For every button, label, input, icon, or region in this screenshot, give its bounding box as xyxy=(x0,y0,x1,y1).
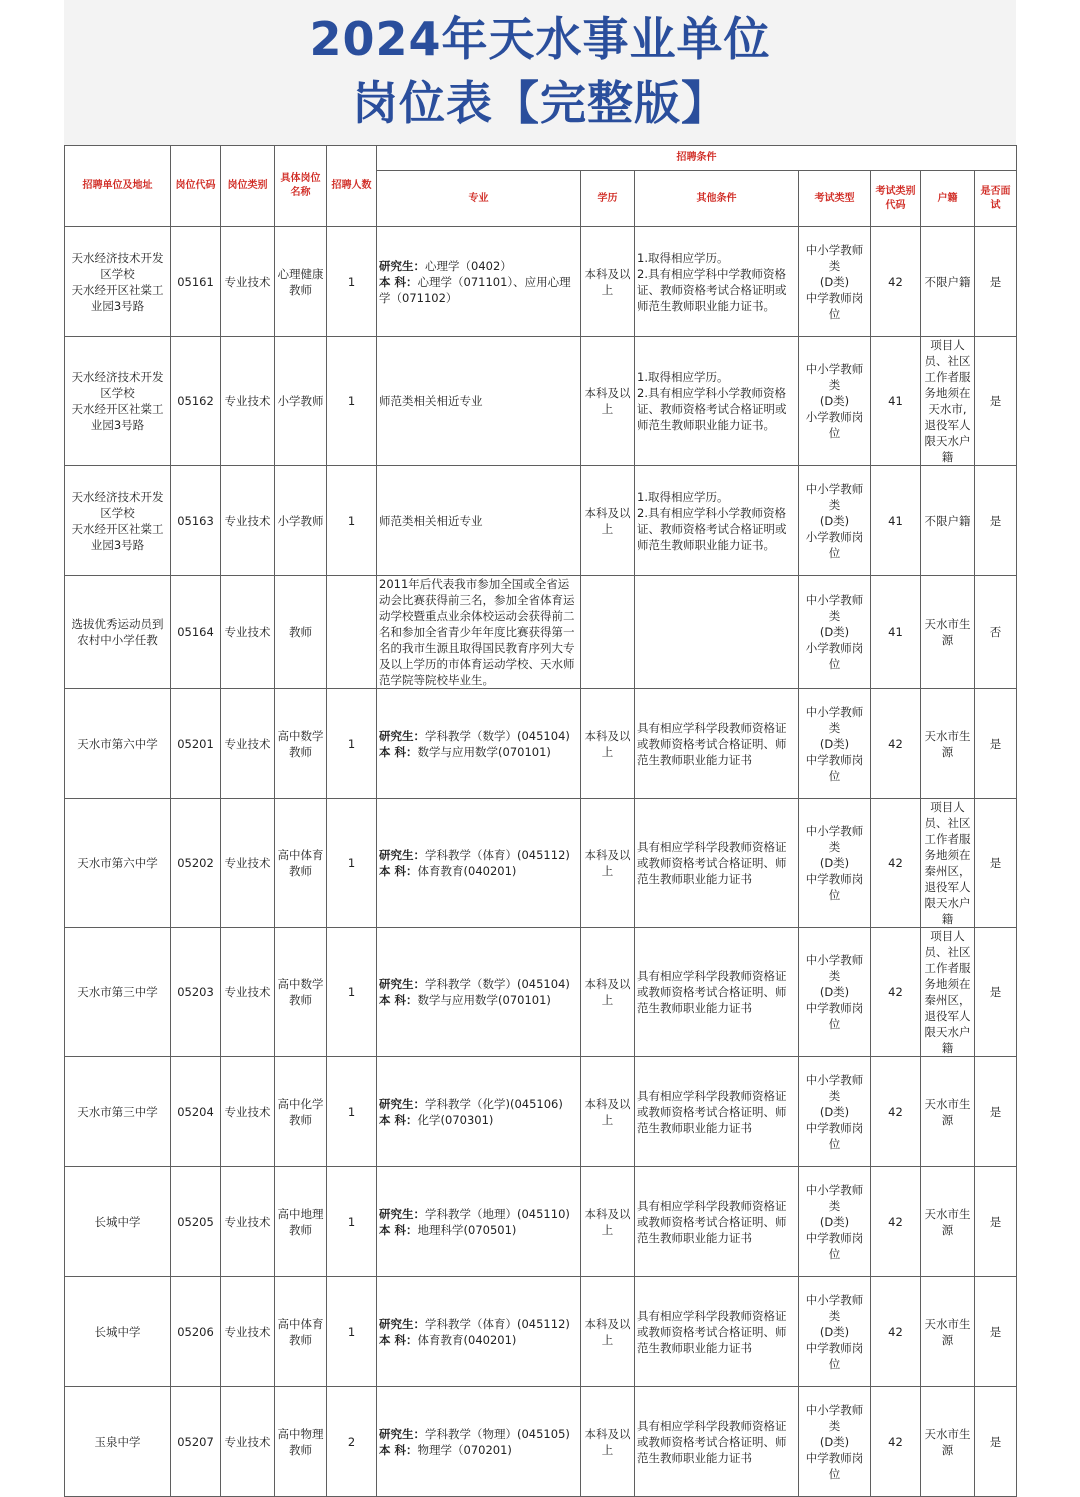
cell-major xyxy=(377,689,581,799)
cell-code: 05204 xyxy=(171,1057,221,1167)
cell-unit: 玉泉中学 xyxy=(65,1387,171,1497)
cell-exam-code: 42 xyxy=(871,799,921,928)
header-conditions: 招聘条件 xyxy=(377,146,1017,171)
cell-count: 1 xyxy=(327,1277,377,1387)
cell-type: 专业技术 xyxy=(221,1057,275,1167)
cell-education xyxy=(581,576,635,689)
major-label: 本 科： xyxy=(379,1332,418,1347)
cell-interview: 是 xyxy=(975,1057,1017,1167)
major-line xyxy=(379,863,578,879)
cell-exam-code: 41 xyxy=(871,576,921,689)
major-line xyxy=(379,1206,578,1222)
cell-type: 专业技术 xyxy=(221,1277,275,1387)
major-label: 本 科： xyxy=(379,864,418,878)
cell-other: 1.取得相应学历。 2.具有相应学科小学教师资格证、教师资格考试合格证明或师范生教师职业能力证书。 xyxy=(635,337,799,466)
major-label: 研究生： xyxy=(379,1206,425,1221)
major-line xyxy=(379,728,578,744)
cell-interview: 是 xyxy=(975,928,1017,1057)
cell-type: 专业技术 xyxy=(221,1387,275,1497)
cell-hukou: 项目人员、社区工作者服务地须在秦州区，退役军人限天水户籍 xyxy=(921,928,975,1057)
cell-hukou: 天水市生源 xyxy=(921,1277,975,1387)
header-code: 岗位代码 xyxy=(171,146,221,227)
major-text: 心理学（071101）、应用心理学（071102） xyxy=(379,274,571,305)
cell-exam-type: 中小学教师类 (D类) 小学教师岗位 xyxy=(799,337,871,466)
cell-count: 1 xyxy=(327,1057,377,1167)
cell-hukou: 项目人员、社区工作者服务地须在天水市,退役军人限天水户籍 xyxy=(921,337,975,466)
major-line xyxy=(379,1442,578,1458)
cell-position: 高中化学教师 xyxy=(275,1057,327,1167)
major-label: 研究生： xyxy=(379,1426,425,1441)
table-row xyxy=(65,227,1017,337)
cell-major xyxy=(377,1387,581,1497)
cell-code: 05163 xyxy=(171,466,221,576)
cell-other xyxy=(635,576,799,689)
major-line xyxy=(379,258,578,274)
major-label: 本 科： xyxy=(379,744,418,759)
cell-code: 05161 xyxy=(171,227,221,337)
major-line xyxy=(379,1112,578,1128)
cell-position: 高中数学教师 xyxy=(275,689,327,799)
major-label: 研究生： xyxy=(379,1096,425,1111)
cell-code: 05205 xyxy=(171,1167,221,1277)
major-line xyxy=(379,1426,578,1442)
cell-exam-type: 中小学教师类 (D类) 小学教师岗位 xyxy=(799,466,871,576)
major-label: 研究生： xyxy=(379,728,425,743)
cell-hukou: 天水市生源 xyxy=(921,1387,975,1497)
cell-code: 05162 xyxy=(171,337,221,466)
major-line xyxy=(379,744,578,760)
cell-count: 1 xyxy=(327,689,377,799)
cell-exam-code: 41 xyxy=(871,466,921,576)
major-text: 学科教学（体育）(045112) xyxy=(425,848,570,862)
cell-exam-type: 中小学教师类 (D类) 小学教师岗位 xyxy=(799,576,871,689)
header-type: 岗位类别 xyxy=(221,146,275,227)
cell-position: 高中数学教师 xyxy=(275,928,327,1057)
title-banner xyxy=(64,0,1016,145)
cell-major xyxy=(377,1277,581,1387)
cell-position: 小学教师 xyxy=(275,337,327,466)
cell-major xyxy=(377,1167,581,1277)
cell-unit: 天水市第六中学 xyxy=(65,689,171,799)
cell-exam-type: 中小学教师类 (D类) 中学教师岗位 xyxy=(799,1167,871,1277)
header-other: 其他条件 xyxy=(635,171,799,227)
table-row xyxy=(65,1387,1017,1497)
table-row xyxy=(65,337,1017,466)
cell-exam-type: 中小学教师类 (D类) 中学教师岗位 xyxy=(799,689,871,799)
cell-exam-type: 中小学教师类 (D类) 中学教师岗位 xyxy=(799,1277,871,1387)
cell-unit: 天水市第三中学 xyxy=(65,1057,171,1167)
major-label: 本 科： xyxy=(379,993,418,1007)
major-text: 心理学（0402） xyxy=(425,258,512,273)
cell-exam-code: 42 xyxy=(871,1167,921,1277)
cell-major xyxy=(377,576,581,689)
cell-major xyxy=(377,1057,581,1167)
cell-count: 1 xyxy=(327,227,377,337)
cell-exam-type: 中小学教师类 (D类) 中学教师岗位 xyxy=(799,227,871,337)
major-text: 化学(070301) xyxy=(417,1112,494,1127)
cell-exam-code: 42 xyxy=(871,1057,921,1167)
cell-education: 本科及以上 xyxy=(581,1277,635,1387)
cell-education: 本科及以上 xyxy=(581,1057,635,1167)
cell-education: 本科及以上 xyxy=(581,1167,635,1277)
major-text: 师范类相关相近专业 xyxy=(379,513,483,528)
major-text: 师范类相关相近专业 xyxy=(379,394,483,408)
cell-education: 本科及以上 xyxy=(581,466,635,576)
major-line xyxy=(379,1096,578,1112)
cell-unit: 天水经济技术开发区学校 天水经开区社棠工业园3号路 xyxy=(65,466,171,576)
major-label: 本 科： xyxy=(379,274,418,289)
major-text: 体育教育(040201) xyxy=(417,864,517,878)
cell-exam-code: 42 xyxy=(871,928,921,1057)
major-text: 2011年后代表我市参加全国或全省运动会比赛获得前三名，参加全省体育运动学校暨重点业余体校运动会获得前二名和参加全省青少年年度比赛获得第一名的我市生源且取得国民教育序列大专及以上学历的市体育运动学校、天水师范学院等院校毕业生。 xyxy=(379,577,575,687)
table-row xyxy=(65,928,1017,1057)
cell-other: 具有相应学科学段教师资格证或教师资格考试合格证明、师范生教师职业能力证书 xyxy=(635,689,799,799)
cell-position: 教师 xyxy=(275,576,327,689)
cell-exam-type: 中小学教师类 (D类) 中学教师岗位 xyxy=(799,928,871,1057)
positions-table xyxy=(64,145,1017,1497)
cell-exam-type: 中小学教师类 (D类) 中学教师岗位 xyxy=(799,1387,871,1497)
major-text: 地理科学(070501) xyxy=(417,1222,517,1237)
cell-position: 高中体育教师 xyxy=(275,1277,327,1387)
cell-unit: 天水市第六中学 xyxy=(65,799,171,928)
cell-exam-code: 42 xyxy=(871,1277,921,1387)
cell-code: 05203 xyxy=(171,928,221,1057)
cell-major xyxy=(377,466,581,576)
cell-type: 专业技术 xyxy=(221,227,275,337)
major-label: 研究生： xyxy=(379,258,425,273)
major-text: 学科教学（数学）(045104) xyxy=(425,977,570,991)
cell-unit: 选拔优秀运动员到农村中小学任教 xyxy=(65,576,171,689)
major-line xyxy=(379,1332,578,1348)
cell-code: 05202 xyxy=(171,799,221,928)
cell-code: 05164 xyxy=(171,576,221,689)
cell-major xyxy=(377,337,581,466)
cell-unit: 天水经济技术开发区学校 天水经开区社棠工业园3号路 xyxy=(65,227,171,337)
cell-hukou: 不限户籍 xyxy=(921,466,975,576)
cell-count xyxy=(327,576,377,689)
cell-exam-code: 42 xyxy=(871,689,921,799)
cell-type: 专业技术 xyxy=(221,799,275,928)
cell-type: 专业技术 xyxy=(221,928,275,1057)
cell-unit: 长城中学 xyxy=(65,1167,171,1277)
cell-code: 05201 xyxy=(171,689,221,799)
cell-other: 1.取得相应学历。 2.具有相应学科小学教师资格证、教师资格考试合格证明或师范生教师职业能力证书。 xyxy=(635,466,799,576)
cell-count: 1 xyxy=(327,466,377,576)
cell-education: 本科及以上 xyxy=(581,928,635,1057)
cell-code: 05206 xyxy=(171,1277,221,1387)
header-exam-type: 考试类型 xyxy=(799,171,871,227)
cell-position: 心理健康教师 xyxy=(275,227,327,337)
cell-other: 具有相应学科学段教师资格证或教师资格考试合格证明、师范生教师职业能力证书 xyxy=(635,1167,799,1277)
major-label: 研究生： xyxy=(379,1316,425,1331)
major-line xyxy=(379,513,578,529)
cell-exam-code: 41 xyxy=(871,337,921,466)
cell-hukou: 天水市生源 xyxy=(921,689,975,799)
cell-type: 专业技术 xyxy=(221,576,275,689)
page-title-line1: 2024年天水事业单位 xyxy=(309,12,771,66)
cell-position: 高中物理教师 xyxy=(275,1387,327,1497)
major-line xyxy=(379,992,578,1008)
major-text: 数学与应用数学(070101) xyxy=(417,744,551,759)
header-interview: 是否面试 xyxy=(975,171,1017,227)
cell-other: 具有相应学科学段教师资格证或教师资格考试合格证明、师范生教师职业能力证书 xyxy=(635,1057,799,1167)
header-major: 专业 xyxy=(377,171,581,227)
cell-interview: 是 xyxy=(975,227,1017,337)
table-row xyxy=(65,576,1017,689)
cell-unit: 天水市第三中学 xyxy=(65,928,171,1057)
table-row xyxy=(65,466,1017,576)
cell-interview: 是 xyxy=(975,689,1017,799)
cell-interview: 是 xyxy=(975,1387,1017,1497)
cell-position: 高中体育教师 xyxy=(275,799,327,928)
cell-interview: 否 xyxy=(975,576,1017,689)
major-text: 学科教学（化学)(045106) xyxy=(425,1096,563,1111)
cell-type: 专业技术 xyxy=(221,337,275,466)
major-text: 学科教学（数学）(045104) xyxy=(425,728,570,743)
cell-unit: 天水经济技术开发区学校 天水经开区社棠工业园3号路 xyxy=(65,337,171,466)
table-row xyxy=(65,1277,1017,1387)
major-text: 数学与应用数学(070101) xyxy=(417,993,551,1007)
header-exam-code: 考试类别代码 xyxy=(871,171,921,227)
table-row xyxy=(65,799,1017,928)
cell-hukou: 项目人员、社区工作者服务地须在秦州区，退役军人限天水户籍 xyxy=(921,799,975,928)
page-title-line2: 岗位表【完整版】 xyxy=(352,76,728,130)
cell-exam-type: 中小学教师类 (D类) 中学教师岗位 xyxy=(799,1057,871,1167)
cell-interview: 是 xyxy=(975,337,1017,466)
cell-hukou: 天水市生源 xyxy=(921,1057,975,1167)
major-line xyxy=(379,1222,578,1238)
major-text: 学科教学（体育）(045112) xyxy=(425,1316,570,1331)
cell-other: 具有相应学科学段教师资格证或教师资格考试合格证明、师范生教师职业能力证书 xyxy=(635,1277,799,1387)
major-line xyxy=(379,576,578,688)
major-label: 本 科： xyxy=(379,1442,418,1457)
header-education: 学历 xyxy=(581,171,635,227)
header-count: 招聘人数 xyxy=(327,146,377,227)
cell-interview: 是 xyxy=(975,1277,1017,1387)
cell-major xyxy=(377,799,581,928)
cell-count: 1 xyxy=(327,337,377,466)
cell-count: 2 xyxy=(327,1387,377,1497)
cell-education: 本科及以上 xyxy=(581,227,635,337)
cell-major xyxy=(377,928,581,1057)
cell-education: 本科及以上 xyxy=(581,337,635,466)
major-text: 物理学（070201) xyxy=(417,1442,512,1457)
cell-interview: 是 xyxy=(975,799,1017,928)
cell-hukou: 天水市生源 xyxy=(921,576,975,689)
cell-type: 专业技术 xyxy=(221,689,275,799)
major-text: 学科教学（物理）(045105) xyxy=(425,1426,570,1441)
cell-position: 高中地理教师 xyxy=(275,1167,327,1277)
cell-hukou: 不限户籍 xyxy=(921,227,975,337)
header-unit: 招聘单位及地址 xyxy=(65,146,171,227)
major-label: 研究生： xyxy=(379,848,425,862)
cell-code: 05207 xyxy=(171,1387,221,1497)
header-hukou: 户籍 xyxy=(921,171,975,227)
major-label: 研究生： xyxy=(379,977,425,991)
major-line xyxy=(379,847,578,863)
cell-major xyxy=(377,227,581,337)
cell-hukou: 天水市生源 xyxy=(921,1167,975,1277)
table-row xyxy=(65,1057,1017,1167)
cell-count: 1 xyxy=(327,1167,377,1277)
major-text: 体育教育(040201) xyxy=(417,1332,517,1347)
major-line xyxy=(379,1316,578,1332)
cell-type: 专业技术 xyxy=(221,466,275,576)
cell-position: 小学教师 xyxy=(275,466,327,576)
cell-type: 专业技术 xyxy=(221,1167,275,1277)
cell-count: 1 xyxy=(327,928,377,1057)
cell-education: 本科及以上 xyxy=(581,799,635,928)
cell-exam-type: 中小学教师类 (D类) 中学教师岗位 xyxy=(799,799,871,928)
cell-exam-code: 42 xyxy=(871,1387,921,1497)
header-position: 具体岗位名称 xyxy=(275,146,327,227)
major-line xyxy=(379,274,578,306)
major-text: 学科教学（地理）(045110) xyxy=(425,1206,570,1221)
major-line xyxy=(379,976,578,992)
cell-other: 具有相应学科学段教师资格证或教师资格考试合格证明、师范生教师职业能力证书 xyxy=(635,1387,799,1497)
cell-exam-code: 42 xyxy=(871,227,921,337)
cell-education: 本科及以上 xyxy=(581,689,635,799)
cell-unit: 长城中学 xyxy=(65,1277,171,1387)
major-line xyxy=(379,393,578,409)
table-row xyxy=(65,1167,1017,1277)
cell-interview: 是 xyxy=(975,466,1017,576)
cell-other: 具有相应学科学段教师资格证或教师资格考试合格证明、师范生教师职业能力证书 xyxy=(635,799,799,928)
cell-education: 本科及以上 xyxy=(581,1387,635,1497)
cell-other: 具有相应学科学段教师资格证或教师资格考试合格证明、师范生教师职业能力证书 xyxy=(635,928,799,1057)
cell-count: 1 xyxy=(327,799,377,928)
cell-other: 1.取得相应学历。 2.具有相应学科中学教师资格证、教师资格考试合格证明或师范生教师职业能力证书。 xyxy=(635,227,799,337)
major-label: 本 科： xyxy=(379,1112,418,1127)
table-row xyxy=(65,689,1017,799)
major-label: 本 科： xyxy=(379,1222,418,1237)
cell-interview: 是 xyxy=(975,1167,1017,1277)
table-body xyxy=(65,227,1017,1497)
